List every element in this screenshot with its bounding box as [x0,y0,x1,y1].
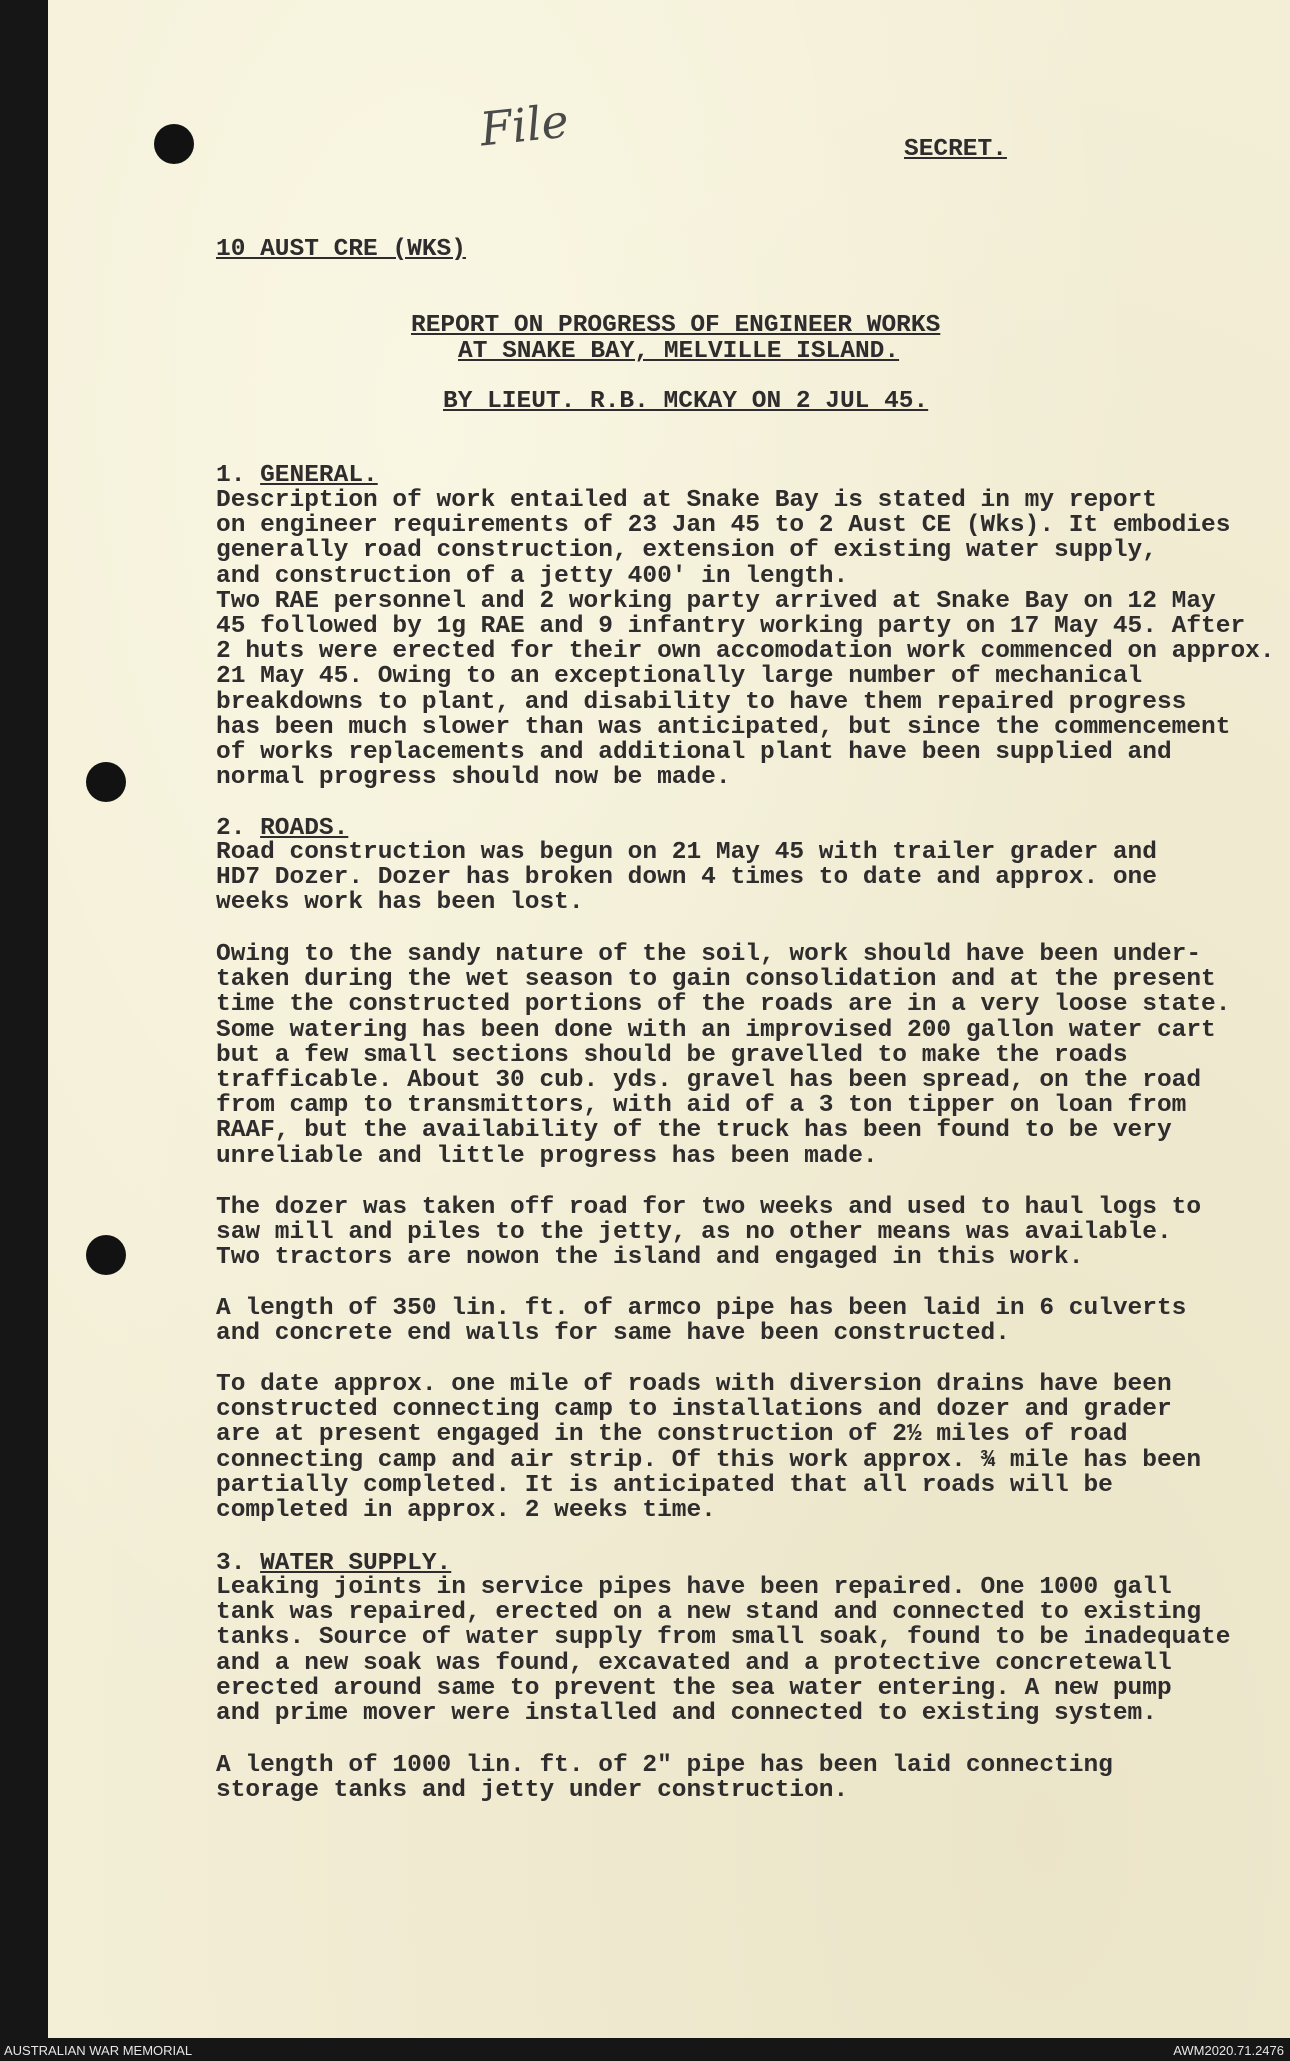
section-heading-roads [216,815,348,842]
text-line: generally road construction, extension of existing water supply, [216,537,1157,565]
text-line: storage tanks and jetty under construction. [216,1777,849,1805]
classification-marking: SECRET. [904,136,1007,163]
text-line: and prime mover were installed and connected to existing system. [216,1699,1157,1727]
text-line: tanks. Source of water supply from small soak, found to be inadequate [216,1624,1231,1652]
text-line: from camp to transmittors, with aid of a 3 ton tipper on loan from [216,1092,1187,1120]
text-line: Description of work entailed at Snake Bay is stated in my report [216,487,1157,514]
paragraph-roads-2 [216,942,1230,1169]
text-line: RAAF, but the availability of the truck has been found to be very [216,1117,1172,1145]
text-line: but a few small sections should be gravelled to make the roads [216,1041,1128,1069]
section-number: 3. [216,1550,246,1577]
punch-hole-middle [86,762,126,802]
text-line: on engineer requirements of 23 Jan 45 to 2 Aust CE (Wks). It embodies [216,512,1231,540]
text-line: has been much slower than was anticipated, but since the commencement [216,713,1231,741]
text-line: 45 followed by 1g RAE and 9 infantry working party on 17 May 45. After [216,612,1246,640]
text-line: unreliable and little progress has been made. [216,1142,878,1170]
section-number: 2. [216,815,246,842]
paragraph-general [216,488,1275,790]
unit-designation: 10 AUST CRE (WKS) [216,236,466,263]
paragraph-roads-4 [216,1296,1186,1346]
text-line: normal progress should now be made. [216,764,731,792]
section-title: WATER SUPPLY. [260,1550,452,1577]
text-line: To date approx. one mile of roads with diversion drains have been [216,1371,1172,1398]
punch-hole-bottom [86,1235,126,1275]
section-title: GENERAL. [260,462,378,489]
text-line: and a new soak was found, excavated and a protective concretewall [216,1649,1172,1677]
text-line: constructed connecting camp to installations and dozer and grader [216,1396,1172,1424]
text-line: Owing to the sandy nature of the soil, work should have been under- [216,941,1202,968]
section-number: 1. [216,462,246,489]
text-line: partially completed. It is anticipated that all roads will be [216,1471,1113,1499]
paragraph-roads-3 [216,1195,1201,1271]
text-line: completed in approx. 2 weeks time. [216,1496,716,1524]
text-line: The dozer was taken off road for two weeks and used to haul logs to [216,1194,1202,1221]
text-line: Leaking joints in service pipes have been repaired. One 1000 gall [216,1574,1172,1601]
text-line: taken during the wet season to gain consolidation and at the present [216,966,1216,994]
report-title-line-2: AT SNAKE BAY, MELVILLE ISLAND. [458,338,900,365]
text-line: tank was repaired, erected on a new stand and connected to existing [216,1599,1202,1627]
handwritten-note: File [477,93,572,157]
text-line: trafficable. About 30 cub. yds. gravel has been spread, on the road [216,1066,1202,1094]
paragraph-water-supply-2 [216,1753,1113,1803]
text-line: time the constructed portions of the roads are in a very loose state. [216,991,1231,1019]
text-line: Some watering has been done with an improvised 200 gallon water cart [216,1016,1216,1044]
text-line: Road construction was begun on 21 May 45 with trailer grader and [216,839,1157,866]
section-title: ROADS. [260,815,349,842]
text-line: are at present engaged in the construction of 2½ miles of road [216,1421,1128,1449]
punch-hole-top [154,124,194,164]
section-heading-water-supply [216,1550,451,1577]
report-title-line-1: REPORT ON PROGRESS OF ENGINEER WORKS [411,312,941,339]
text-line: and concrete end walls for same have been constructed. [216,1320,1010,1348]
text-line: erected around same to prevent the sea water entering. A new pump [216,1674,1172,1702]
text-line: 2 huts were erected for their own accomodation work commenced on approx. [216,638,1275,666]
footer-archive-name: AUSTRALIAN WAR MEMORIAL [4,2043,193,2058]
footer-reference-number: AWM2020.71.2476 [1173,2043,1284,2058]
text-line: HD7 Dozer. Dozer has broken down 4 times to date and approx. one [216,864,1157,892]
text-line: connecting camp and air strip. Of this work approx. ¾ mile has been [216,1446,1202,1474]
text-line: saw mill and piles to the jetty, as no other means was available. [216,1219,1172,1247]
text-line: and construction of a jetty 400' in length. [216,562,849,590]
text-line: Two RAE personnel and 2 working party arrived at Snake Bay on 12 May [216,587,1216,615]
paragraph-water-supply-1 [216,1575,1230,1726]
document-page [48,0,1290,2038]
text-line: 21 May 45. Owing to an exceptionally large number of mechanical [216,663,1143,691]
section-heading-general [216,462,378,489]
text-line: A length of 1000 lin. ft. of 2" pipe has been laid connecting [216,1752,1113,1779]
text-line: Two tractors are nowon the island and engaged in this work. [216,1244,1084,1272]
text-line: A length of 350 lin. ft. of armco pipe has been laid in 6 culverts [216,1295,1187,1322]
text-line: breakdowns to plant, and disability to have them repaired progress [216,688,1187,716]
text-line: of works replacements and additional plant have been supplied and [216,738,1172,766]
report-author-date: BY LIEUT. R.B. MCKAY ON 2 JUL 45. [443,388,929,415]
text-line: weeks work has been lost. [216,889,584,917]
paragraph-roads-1 [216,840,1157,916]
paragraph-roads-5 [216,1372,1201,1523]
